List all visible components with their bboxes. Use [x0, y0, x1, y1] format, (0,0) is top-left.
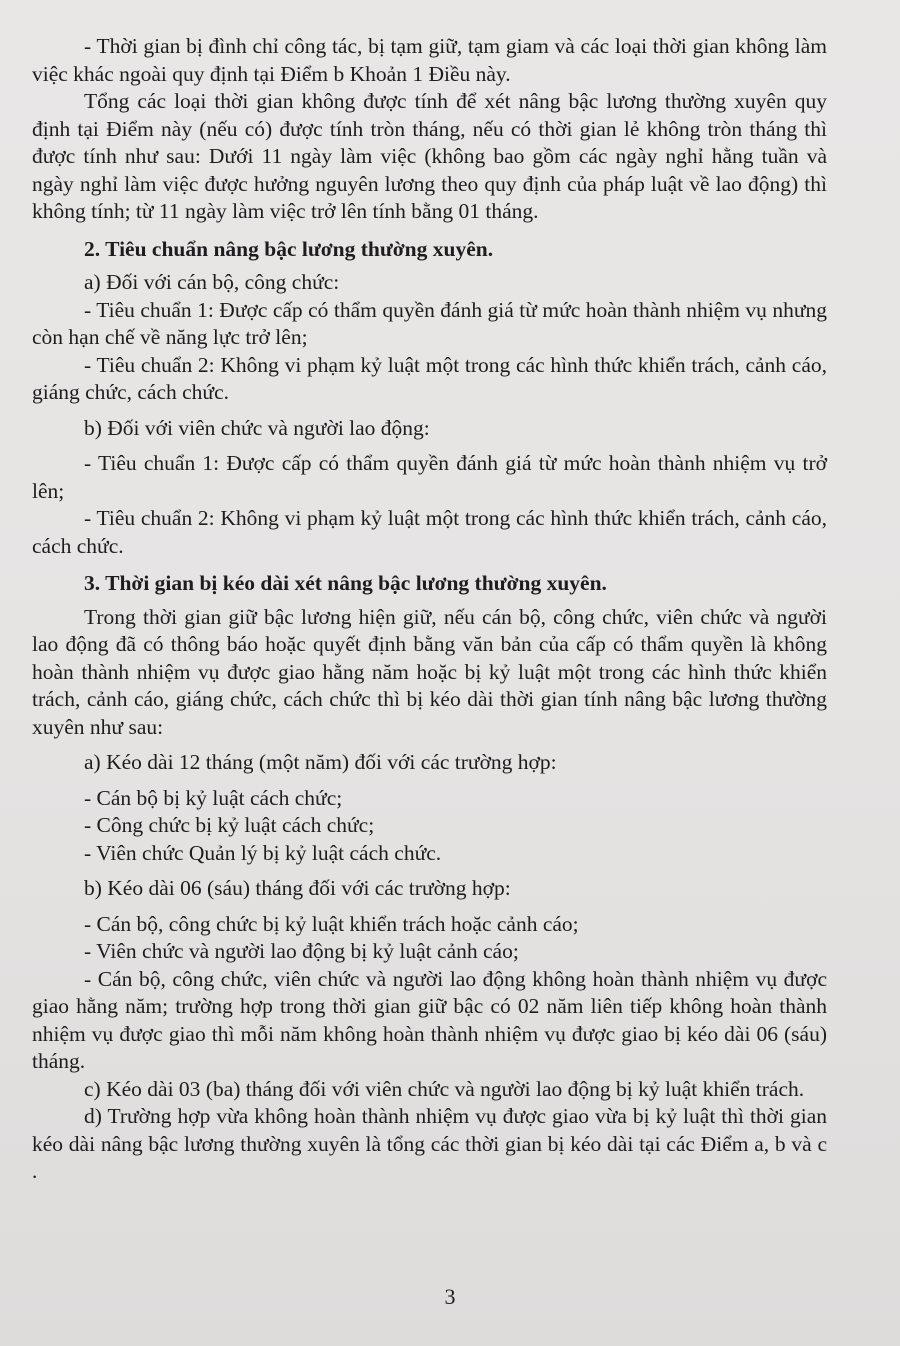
list-item: - Công chức bị kỷ luật cách chức; [84, 813, 375, 837]
heading-section-3: 3. Thời gian bị kéo dài xét nâng bậc lương thường xuyên. [84, 571, 607, 595]
item-combined-extension: d) Trường hợp vừa không hoàn thành nhiệm vụ được giao vừa bị kỷ luật thì thời gian kéo dài nâng bậc lương thường xuyên là tổng các thời gian bị kéo dài tại các Điểm a, b và c . [32, 1104, 827, 1183]
subheading-extend-12-months: a) Kéo dài 12 tháng (một năm) đối với các trường hợp: [84, 750, 557, 774]
standard-1-cadres: - Tiêu chuẩn 1: Được cấp có thẩm quyền đánh giá từ mức hoàn thành nhiệm vụ nhưng còn hạn chế về năng lực trở lên; [32, 297, 827, 349]
list-item: - Cán bộ bị kỷ luật cách chức; [84, 785, 343, 810]
list-item: - Viên chức và người lao động bị kỷ luật cảnh cáo; [84, 939, 519, 963]
list-item: - Cán bộ, công chức, viên chức và người lao động không hoàn thành nhiệm vụ được giao hằng năm; trường hợp trong thời gian giữ bậc có 02 năm liên tiếp không hoàn thành nhiệm vụ được giao thì mỗi năm không hoàn thành nhiệm vụ được giao bị kéo dài 06 (sáu) tháng. [32, 966, 827, 1073]
item-extend-03-months: c) Kéo dài 03 (ba) tháng đối với viên chức và người lao động bị kỷ luật khiển trách. [84, 1076, 805, 1101]
page-number: 3 [444, 1284, 456, 1309]
subheading-public-employees: b) Đối với viên chức và người lao động: [84, 415, 430, 440]
list-item: - Viên chức Quản lý bị kỷ luật cách chức. [84, 840, 442, 865]
standard-2-employees: - Tiêu chuẩn 2: Không vi phạm kỷ luật một trong các hình thức khiển trách, cảnh cáo, cách chức. [32, 506, 827, 558]
standard-1-employees: - Tiêu chuẩn 1: Được cấp có thẩm quyền đánh giá từ mức hoàn thành nhiệm vụ trở lên; [32, 451, 827, 503]
subheading-extend-06-months: b) Kéo dài 06 (sáu) tháng đối với các trường hợp: [84, 876, 511, 900]
paragraph-extension-intro: Trong thời gian giữ bậc lương hiện giữ, nếu cán bộ, công chức, viên chức và người lao động đã có thông báo hoặc quyết định bằng văn bản của cấp có thẩm quyền là không hoàn thành nhiệm vụ được giao hằng năm hoặc bị kỷ luật một trong các hình thức khiển trách, cảnh cáo, giáng chức, cách chức thì bị kéo dài thời gian tính nâng bậc lương thường xuyên như sau: [32, 604, 827, 739]
page-content [32, 33, 827, 1186]
paragraph-total-time-rule: Tổng các loại thời gian không được tính để xét nâng bậc lương thường xuyên quy định tại Điểm này (nếu có) được tính tròn tháng, nếu có thời gian lẻ không tròn tháng thì được tính như sau: Dưới 11 ngày làm việc (không bao gồm các ngày nghỉ hằng tuần và ngày nghỉ làm việc được hưởng nguyên lương theo quy định của pháp luật về lao động) thì không tính; từ 11 ngày làm việc trở lên tính bằng 01 tháng. [32, 89, 827, 223]
standard-2-cadres: - Tiêu chuẩn 2: Không vi phạm kỷ luật một trong các hình thức khiển trách, cảnh cáo, giáng chức, cách chức. [32, 352, 827, 404]
list-item: - Cán bộ, công chức bị kỷ luật khiển trách hoặc cảnh cáo; [84, 911, 579, 936]
paragraph-suspension-time: - Thời gian bị đình chỉ công tác, bị tạm giữ, tạm giam và các loại thời gian không làm việc khác ngoài quy định tại Điểm b Khoản 1 Điều này. [32, 34, 827, 86]
subheading-cadres-civil-servants: a) Đối với cán bộ, công chức: [84, 270, 340, 294]
heading-section-2: 2. Tiêu chuẩn nâng bậc lương thường xuyên. [84, 236, 494, 261]
